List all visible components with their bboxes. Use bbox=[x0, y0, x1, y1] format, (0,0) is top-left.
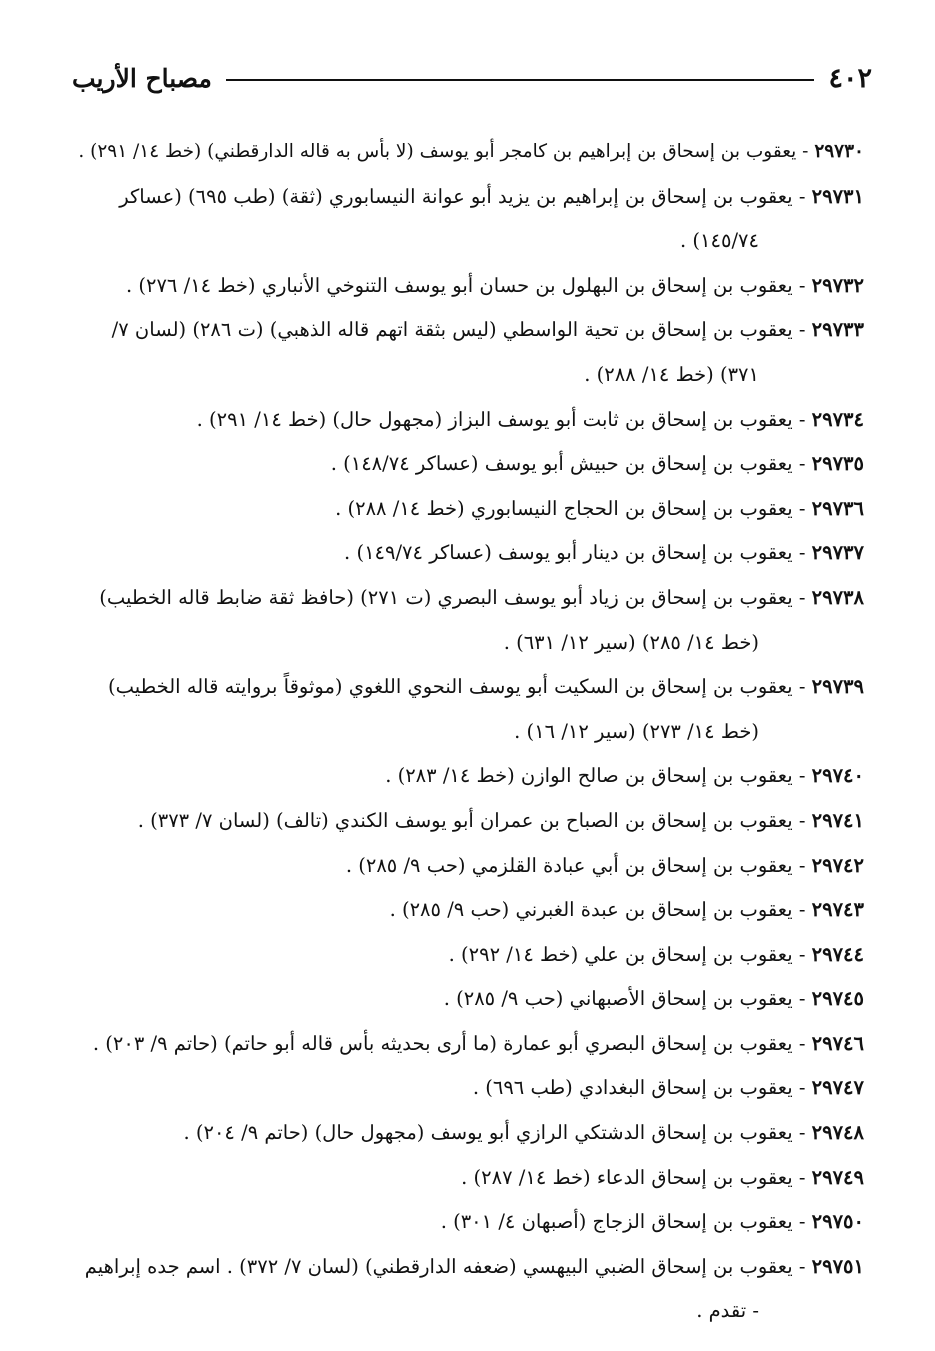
entry-list bbox=[72, 130, 864, 1334]
entry-continuation: (خط ١٤/ ٢٧٣) (سير ١٢/ ١٦) . bbox=[514, 719, 759, 743]
entry-text: يعقوب بن إسحاق بن علي (خط ١٤/ ٢٩٢) . bbox=[448, 942, 793, 966]
entry-number: ٢٩٧٤٥ bbox=[811, 987, 864, 1011]
entry-text: يعقوب بن إسحاق بن ثابت أبو يوسف البزاز (مجهول حال) (خط ١٤/ ٢٩١) . bbox=[196, 407, 793, 431]
entry-number: ٢٩٧٣٦ bbox=[811, 496, 864, 520]
entry-number: ٢٩٧٣٣ bbox=[811, 318, 864, 342]
entry: ٢٩٧٤٩ - يعقوب بن إسحاق الدعاء (خط ١٤/ ٢٨٧) . bbox=[461, 1165, 864, 1189]
entry-text: يعقوب بن إسحاق الضبي البيهسي (ضعفه الدارقطني) (لسان ٧/ ٣٧٢) . اسم جده إبراهيم bbox=[84, 1254, 793, 1278]
entry-number: ٢٩٧٣٩ bbox=[811, 675, 864, 699]
entry-text: يعقوب بن إسحاق بن البهلول بن حسان أبو يوسف التنوخي الأنباري (خط ١٤/ ٢٧٦) . bbox=[125, 273, 793, 297]
entry-number: ٢٩٧٣٠ bbox=[814, 141, 864, 162]
entry-text: يعقوب بن إسحاق بن زياد أبو يوسف البصري (ت ٢٧١) (حافظ ثقة ضابط قاله الخطيب) bbox=[99, 585, 793, 609]
entry: ٢٩٧٣٨ - يعقوب بن إسحاق بن زياد أبو يوسف البصري (ت ٢٧١) (حافظ ثقة ضابط قاله الخطيب) (خط ١٤/ ٢٨٥) (سير ١٢/ ٦٣١) . bbox=[72, 576, 864, 665]
entry-text: يعقوب بن إسحاق بن حبيش أبو يوسف (عساكر ١٤٨/٧٤) . bbox=[330, 452, 793, 476]
entry-text: يعقوب بن إسحاق بن الحجاج النيسابوري (خط ١٤/ ٢٨٨) . bbox=[335, 496, 793, 520]
entry: ٢٩٧٣٥ - يعقوب بن إسحاق بن حبيش أبو يوسف (عساكر ١٤٨/٧٤) . bbox=[330, 452, 864, 476]
entry-text: يعقوب بن إسحاق البغدادي (طب ٦٩٦) . bbox=[472, 1076, 793, 1100]
entry: ٢٩٧٤٦ - يعقوب بن إسحاق البصري أبو عمارة (ما أرى بحديثه بأس قاله أبو حاتم) (حاتم ٩/ ٢٠٣) . bbox=[92, 1031, 864, 1055]
entry-number: ٢٩٧٤٤ bbox=[811, 942, 864, 966]
running-title: مصباح الأريب bbox=[72, 63, 212, 93]
entry-number: ٢٩٧٥٠ bbox=[811, 1210, 864, 1234]
entry-text: يعقوب بن إسحاق بن إبراهيم بن كامجر أبو يوسف (لا بأس به قاله الدارقطني) (خط ١٤/ ٢٩١) . bbox=[78, 141, 797, 162]
entry: ٢٩٧٤٨ - يعقوب بن إسحاق الدشتكي الرازي أبو يوسف (مجهول حال) (حاتم ٩/ ٢٠٤) . bbox=[183, 1121, 864, 1145]
entry-text: يعقوب بن إسحاق بن أبي عبادة القلزمي (حب ٩/ ٢٨٥) . bbox=[345, 853, 793, 877]
entry-text: يعقوب بن إسحاق بن عبدة الغبرني (حب ٩/ ٢٨٥) . bbox=[389, 898, 793, 922]
entry-text: يعقوب بن إسحاق بن تحية الواسطي (ليس بثقة اتهم قاله الذهبي) (ت ٢٨٦) (لسان ٧/ bbox=[111, 318, 793, 342]
entry: ٢٩٧٣٧ - يعقوب بن إسحاق بن دينار أبو يوسف (عساكر ١٤٩/٧٤) . bbox=[344, 541, 864, 565]
entry: ٢٩٧٤٣ - يعقوب بن إسحاق بن عبدة الغبرني (حب ٩/ ٢٨٥) . bbox=[389, 898, 864, 922]
entry: ٢٩٧٣٠ - يعقوب بن إسحاق بن إبراهيم بن كامجر أبو يوسف (لا بأس به قاله الدارقطني) (خط ١٤/ ٢٩١) . bbox=[78, 141, 864, 162]
entry-number: ٢٩٧٤٢ bbox=[811, 853, 864, 877]
entry-number: ٢٩٧٤٠ bbox=[811, 764, 864, 788]
entry-continuation: ٣٧١) (خط ١٤/ ٢٨٨) . bbox=[584, 362, 759, 386]
entry-text: يعقوب بن إسحاق البصري أبو عمارة (ما أرى بحديثه بأس قاله أبو حاتم) (حاتم ٩/ ٢٠٣) . bbox=[92, 1031, 793, 1055]
entry: ٢٩٧٣١ - يعقوب بن إسحاق بن إبراهيم بن يزيد أبو عوانة النيسابوري (ثقة) (طب ٦٩٥) (عساكر ١٤٥/٧٤) . bbox=[72, 175, 864, 264]
entry-text: يعقوب بن إسحاق بن دينار أبو يوسف (عساكر ١٤٩/٧٤) . bbox=[344, 541, 793, 565]
entry: ٢٩٧٤٠ - يعقوب بن إسحاق بن صالح الوازن (خط ١٤/ ٢٨٣) . bbox=[385, 764, 864, 788]
entry-number: ٢٩٧٣٤ bbox=[811, 407, 864, 431]
entry: ٢٩٧٤٢ - يعقوب بن إسحاق بن أبي عبادة القلزمي (حب ٩/ ٢٨٥) . bbox=[345, 853, 864, 877]
entry: ٢٩٧٤٧ - يعقوب بن إسحاق البغدادي (طب ٦٩٦) . bbox=[472, 1076, 864, 1100]
header-rule bbox=[226, 79, 815, 81]
page-header bbox=[72, 58, 872, 98]
entry: ٢٩٧٤٤ - يعقوب بن إسحاق بن علي (خط ١٤/ ٢٩٢) . bbox=[448, 942, 864, 966]
entry-number: ٢٩٧٤١ bbox=[811, 808, 864, 832]
entry-text: يعقوب بن إسحاق الزجاج (أصبهان ٤/ ٣٠١) . bbox=[440, 1210, 793, 1234]
entry-number: ٢٩٧٣٢ bbox=[811, 273, 864, 297]
entry-number: ٢٩٧٣٧ bbox=[811, 541, 864, 565]
entry-continuation: (خط ١٤/ ٢٨٥) (سير ١٢/ ٦٣١) . bbox=[503, 630, 759, 654]
entry: ٢٩٧٣٦ - يعقوب بن إسحاق بن الحجاج النيسابوري (خط ١٤/ ٢٨٨) . bbox=[335, 496, 864, 520]
entry-text: يعقوب بن إسحاق بن الصباح بن عمران أبو يوسف الكندي (تالف) (لسان ٧/ ٣٧٣) . bbox=[137, 808, 793, 832]
entry: ٢٩٧٥١ - يعقوب بن إسحاق الضبي البيهسي (ضعفه الدارقطني) (لسان ٧/ ٣٧٢) . اسم جده إبراهيم - تقدم . bbox=[72, 1245, 864, 1334]
entry-number: ٢٩٧٣٥ bbox=[811, 452, 864, 476]
entry-text: يعقوب بن إسحاق الأصبهاني (حب ٩/ ٢٨٥) . bbox=[443, 987, 793, 1011]
entry: ٢٩٧٤١ - يعقوب بن إسحاق بن الصباح بن عمران أبو يوسف الكندي (تالف) (لسان ٧/ ٣٧٣) . bbox=[137, 808, 864, 832]
entry-number: ٢٩٧٤٨ bbox=[811, 1121, 864, 1145]
entry-continuation: - تقدم . bbox=[696, 1299, 759, 1323]
page-number: ٤٠٢ bbox=[828, 62, 872, 94]
entry-number: ٢٩٧٥١ bbox=[811, 1254, 864, 1278]
entry: ٢٩٧٣٩ - يعقوب بن إسحاق بن السكيت أبو يوسف النحوي اللغوي (موثوقاً بروايته قاله الخطيب) (خط ١٤/ ٢٧٣) (سير ١٢/ ١٦) . bbox=[72, 665, 864, 754]
entry: ٢٩٧٣٤ - يعقوب بن إسحاق بن ثابت أبو يوسف البزاز (مجهول حال) (خط ١٤/ ٢٩١) . bbox=[196, 407, 864, 431]
entry: ٢٩٧٥٠ - يعقوب بن إسحاق الزجاج (أصبهان ٤/ ٣٠١) . bbox=[440, 1210, 864, 1234]
entry-number: ٢٩٧٤٣ bbox=[811, 898, 864, 922]
entry-text: يعقوب بن إسحاق بن السكيت أبو يوسف النحوي اللغوي (موثوقاً بروايته قاله الخطيب) bbox=[108, 675, 793, 699]
entry-continuation: ١٤٥/٧٤) . bbox=[680, 229, 759, 253]
entry-number: ٢٩٧٤٧ bbox=[811, 1076, 864, 1100]
entry: ٢٩٧٣٢ - يعقوب بن إسحاق بن البهلول بن حسان أبو يوسف التنوخي الأنباري (خط ١٤/ ٢٧٦) . bbox=[125, 273, 864, 297]
entry-number: ٢٩٧٣١ bbox=[811, 184, 864, 208]
entry-text: يعقوب بن إسحاق بن إبراهيم بن يزيد أبو عوانة النيسابوري (ثقة) (طب ٦٩٥) (عساكر bbox=[119, 184, 793, 208]
entry-number: ٢٩٧٤٩ bbox=[811, 1165, 864, 1189]
entry-text: يعقوب بن إسحاق بن صالح الوازن (خط ١٤/ ٢٨٣) . bbox=[385, 764, 793, 788]
entry-text: يعقوب بن إسحاق الدعاء (خط ١٤/ ٢٨٧) . bbox=[461, 1165, 793, 1189]
entry-number: ٢٩٧٣٨ bbox=[811, 585, 864, 609]
entry-text: يعقوب بن إسحاق الدشتكي الرازي أبو يوسف (مجهول حال) (حاتم ٩/ ٢٠٤) . bbox=[183, 1121, 793, 1145]
entry: ٢٩٧٣٣ - يعقوب بن إسحاق بن تحية الواسطي (ليس بثقة اتهم قاله الذهبي) (ت ٢٨٦) (لسان ٧/ ٣٧١) (خط ١٤/ ٢٨٨) . bbox=[72, 308, 864, 397]
entry-number: ٢٩٧٤٦ bbox=[811, 1031, 864, 1055]
entry: ٢٩٧٤٥ - يعقوب بن إسحاق الأصبهاني (حب ٩/ ٢٨٥) . bbox=[443, 987, 864, 1011]
